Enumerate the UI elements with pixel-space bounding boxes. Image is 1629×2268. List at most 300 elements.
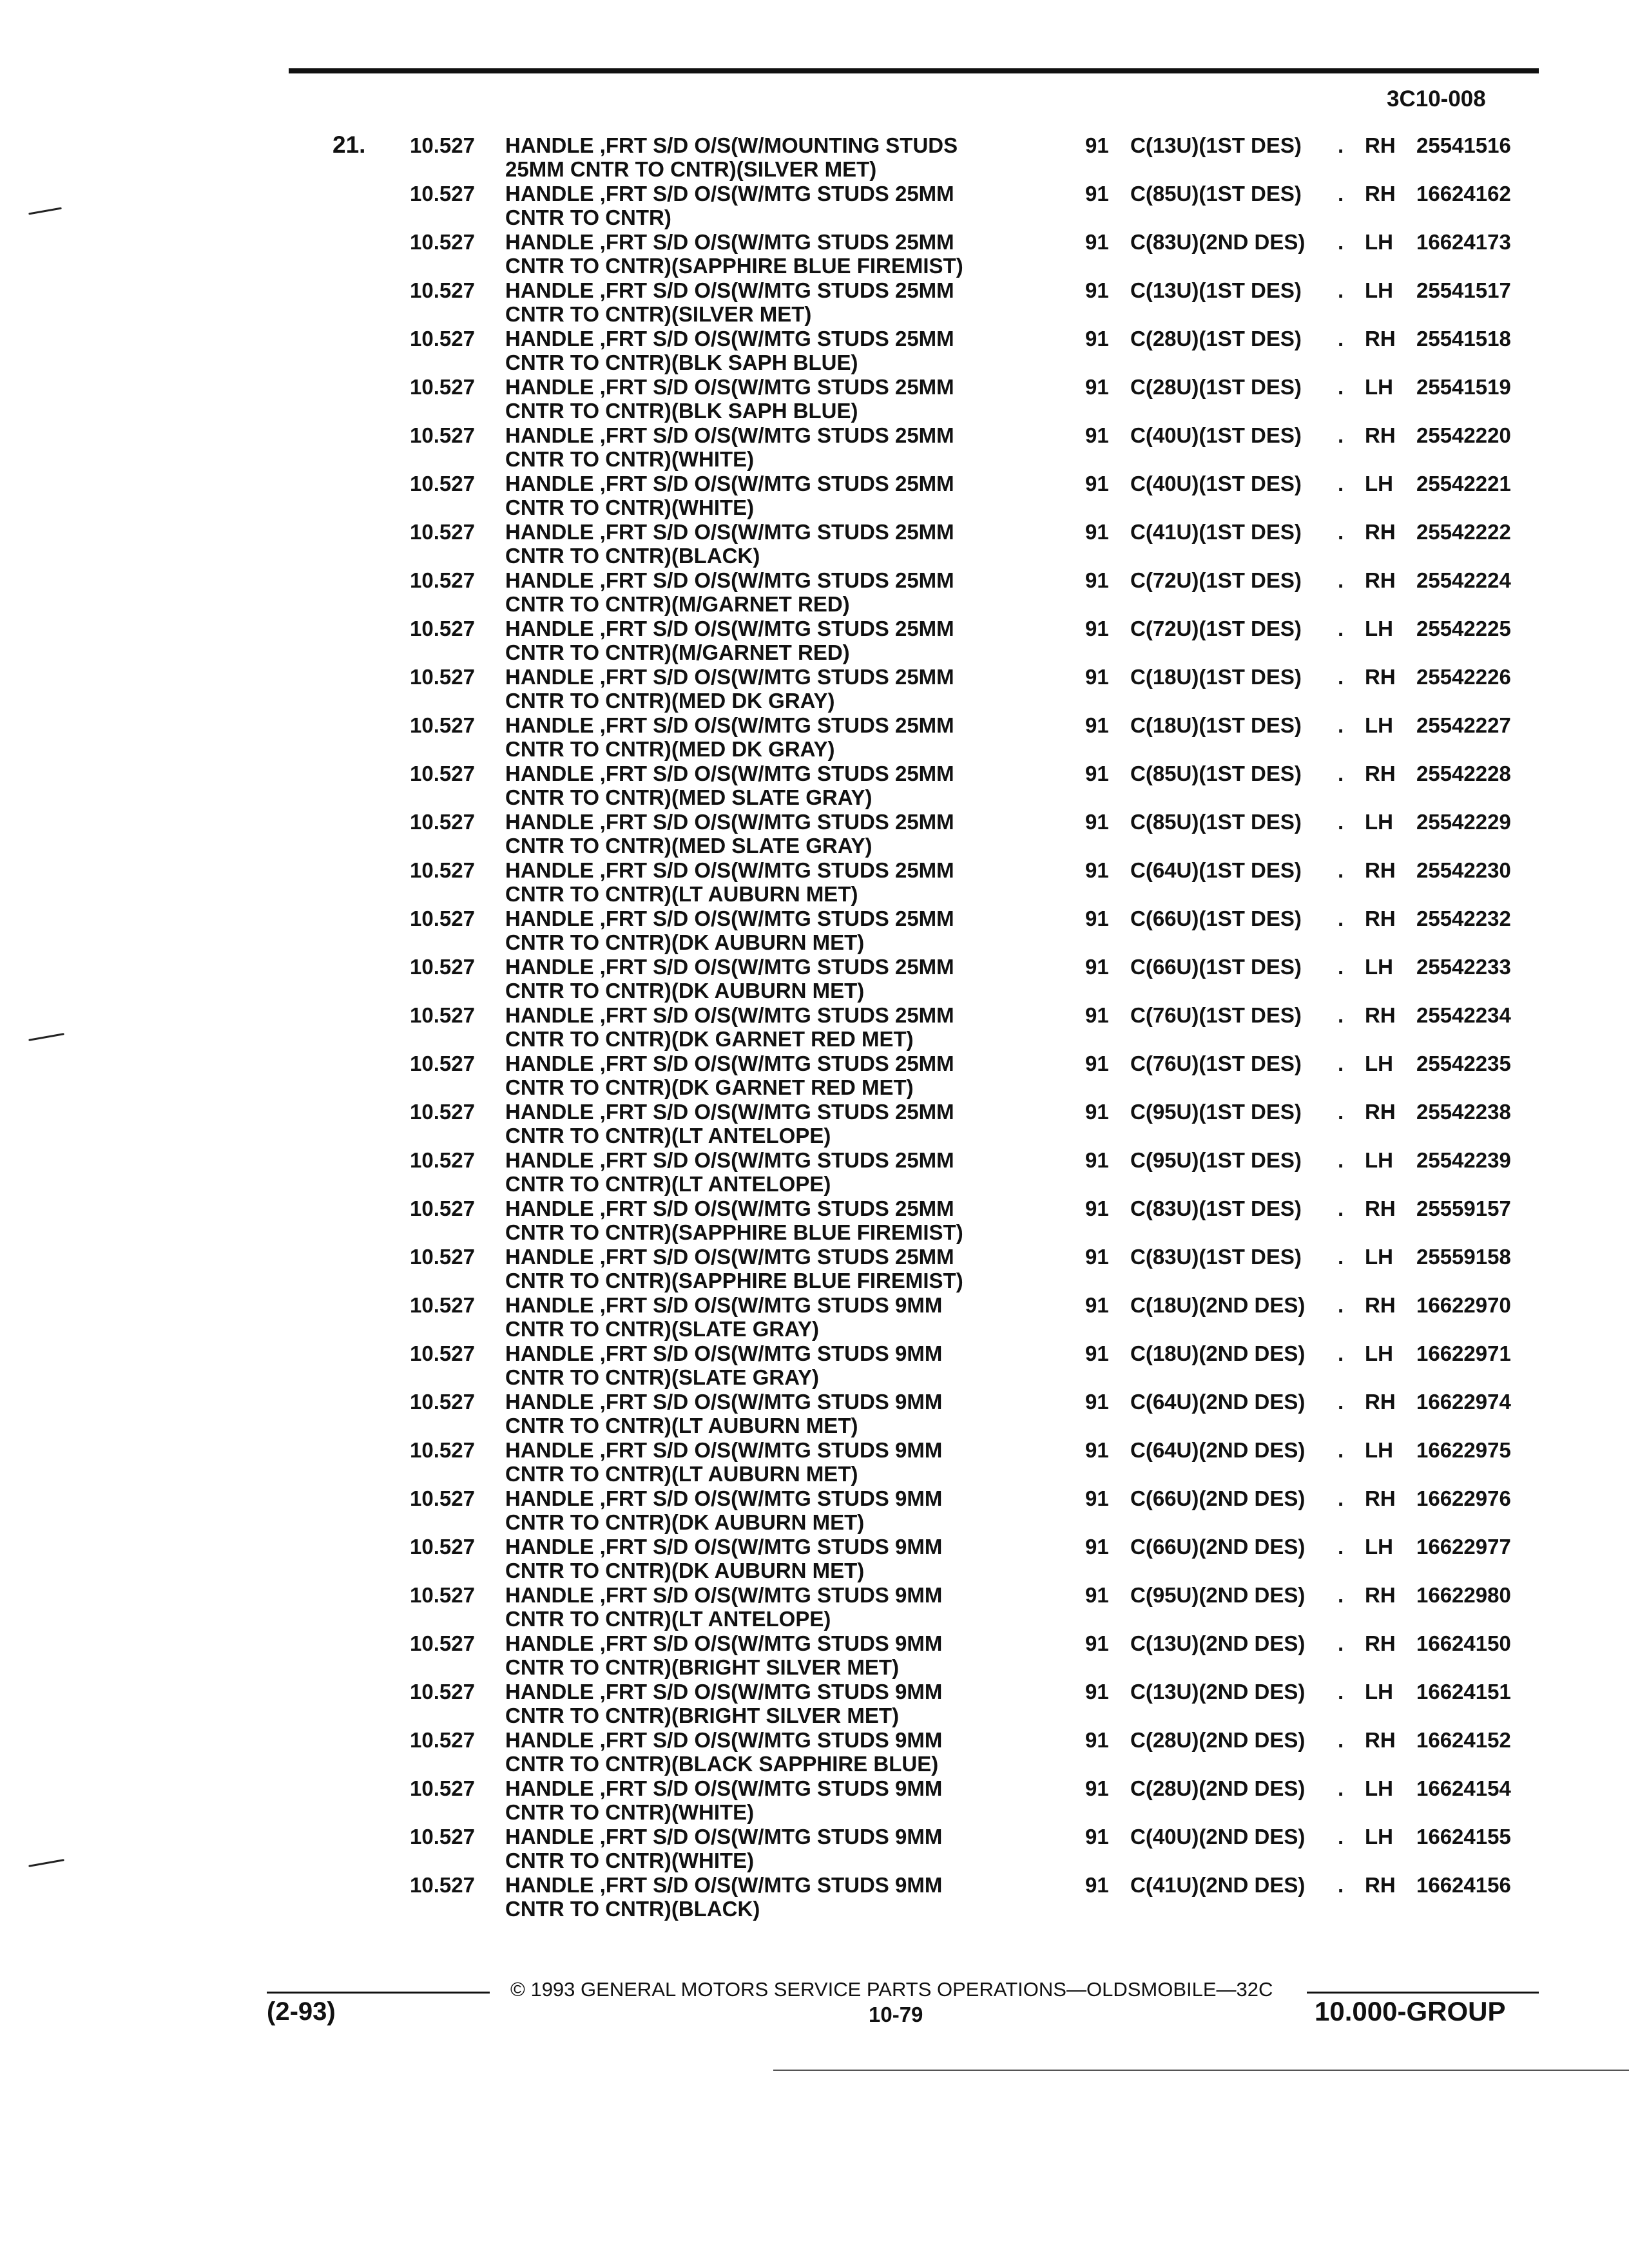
model-year: 91 bbox=[1085, 1293, 1109, 1317]
footer-group: 10.000-GROUP bbox=[1315, 1996, 1506, 2026]
model-year: 91 bbox=[1085, 810, 1109, 834]
side: LH bbox=[1365, 1438, 1393, 1462]
model-year: 91 bbox=[1085, 1631, 1109, 1655]
group-number: 10.527 bbox=[410, 375, 475, 399]
design-code: C(66U)(1ST DES) bbox=[1130, 955, 1302, 979]
part-row bbox=[0, 1728, 1629, 1776]
description-line-2: CNTR TO CNTR)(MED DK GRAY) bbox=[505, 737, 835, 761]
group-number: 10.527 bbox=[410, 713, 475, 737]
group-number: 10.527 bbox=[410, 665, 475, 689]
group-number: 10.527 bbox=[410, 1293, 475, 1317]
part-description bbox=[505, 1631, 942, 1679]
part-number: 25542233 bbox=[1416, 955, 1511, 979]
design-code: C(13U)(2ND DES) bbox=[1130, 1631, 1306, 1655]
part-row bbox=[0, 1196, 1629, 1245]
bottom-scan-line bbox=[773, 2070, 1629, 2071]
design-code: C(28U)(2ND DES) bbox=[1130, 1728, 1306, 1752]
part-row bbox=[0, 1245, 1629, 1293]
group-number: 10.527 bbox=[410, 1728, 475, 1752]
part-number: 16624151 bbox=[1416, 1680, 1511, 1704]
part-number: 16624155 bbox=[1416, 1825, 1511, 1849]
description-line-1: HANDLE ,FRT S/D O/S(W/MTG STUDS 9MM bbox=[505, 1728, 943, 1752]
group-number: 10.527 bbox=[410, 1100, 475, 1124]
part-description bbox=[505, 568, 954, 616]
part-description bbox=[505, 1438, 942, 1486]
description-line-2: CNTR TO CNTR)(BRIGHT SILVER MET) bbox=[505, 1655, 900, 1679]
design-code: C(41U)(2ND DES) bbox=[1130, 1873, 1306, 1897]
part-row bbox=[0, 472, 1629, 520]
description-line-2: CNTR TO CNTR)(LT AUBURN MET) bbox=[505, 1414, 858, 1437]
group-number: 10.527 bbox=[410, 1486, 475, 1510]
group-number: 10.527 bbox=[410, 1148, 475, 1172]
description-line-1: HANDLE ,FRT S/D O/S(W/MTG STUDS 25MM bbox=[505, 278, 954, 302]
group-number: 10.527 bbox=[410, 230, 475, 254]
part-number: 16622977 bbox=[1416, 1535, 1511, 1559]
design-code: C(18U)(2ND DES) bbox=[1130, 1293, 1306, 1317]
group-number: 10.527 bbox=[410, 1438, 475, 1462]
part-description bbox=[505, 230, 963, 278]
separator-dot: . bbox=[1338, 182, 1344, 206]
design-code: C(41U)(1ST DES) bbox=[1130, 520, 1302, 544]
side: LH bbox=[1365, 1148, 1393, 1172]
part-row bbox=[0, 1631, 1629, 1680]
side: LH bbox=[1365, 230, 1393, 254]
description-line-2: CNTR TO CNTR)(SAPPHIRE BLUE FIREMIST) bbox=[505, 254, 963, 278]
model-year: 91 bbox=[1085, 1486, 1109, 1510]
design-code: C(66U)(2ND DES) bbox=[1130, 1535, 1306, 1559]
part-number: 16624154 bbox=[1416, 1776, 1511, 1800]
part-description bbox=[505, 472, 954, 519]
model-year: 91 bbox=[1085, 1341, 1109, 1365]
part-number: 16622975 bbox=[1416, 1438, 1511, 1462]
part-row bbox=[0, 1486, 1629, 1535]
part-number: 25542230 bbox=[1416, 858, 1511, 882]
separator-dot: . bbox=[1338, 1583, 1344, 1607]
design-code: C(95U)(1ST DES) bbox=[1130, 1148, 1302, 1172]
description-line-2: CNTR TO CNTR)(MED DK GRAY) bbox=[505, 689, 835, 713]
side: RH bbox=[1365, 520, 1396, 544]
part-number: 16624156 bbox=[1416, 1873, 1511, 1897]
description-line-2: CNTR TO CNTR)(SAPPHIRE BLUE FIREMIST) bbox=[505, 1220, 963, 1244]
side: LH bbox=[1365, 955, 1393, 979]
separator-dot: . bbox=[1338, 278, 1344, 302]
side: RH bbox=[1365, 327, 1396, 351]
description-line-2: CNTR TO CNTR)(BLACK) bbox=[505, 1897, 760, 1921]
separator-dot: . bbox=[1338, 375, 1344, 399]
group-number: 10.527 bbox=[410, 1776, 475, 1800]
description-line-2: CNTR TO CNTR)(MED SLATE GRAY) bbox=[505, 834, 872, 858]
description-line-1: HANDLE ,FRT S/D O/S(W/MTG STUDS 25MM bbox=[505, 375, 954, 399]
part-number: 16624150 bbox=[1416, 1631, 1511, 1655]
part-row bbox=[0, 1390, 1629, 1438]
design-code: C(28U)(1ST DES) bbox=[1130, 375, 1302, 399]
separator-dot: . bbox=[1338, 1100, 1344, 1124]
model-year: 91 bbox=[1085, 1583, 1109, 1607]
description-line-1: HANDLE ,FRT S/D O/S(W/MTG STUDS 9MM bbox=[505, 1293, 943, 1317]
description-line-1: HANDLE ,FRT S/D O/S(W/MTG STUDS 25MM bbox=[505, 713, 954, 737]
part-row bbox=[0, 1341, 1629, 1390]
design-code: C(13U)(1ST DES) bbox=[1130, 278, 1302, 302]
description-line-1: HANDLE ,FRT S/D O/S(W/MTG STUDS 25MM bbox=[505, 907, 954, 930]
side: RH bbox=[1365, 762, 1396, 785]
separator-dot: . bbox=[1338, 1390, 1344, 1414]
design-code: C(40U)(2ND DES) bbox=[1130, 1825, 1306, 1849]
part-number: 25542227 bbox=[1416, 713, 1511, 737]
part-row bbox=[0, 1148, 1629, 1196]
part-number: 25542235 bbox=[1416, 1052, 1511, 1075]
part-number: 25541517 bbox=[1416, 278, 1511, 302]
description-line-1: HANDLE ,FRT S/D O/S(W/MTG STUDS 9MM bbox=[505, 1438, 943, 1462]
part-number: 25542234 bbox=[1416, 1003, 1511, 1027]
description-line-2: CNTR TO CNTR)(DK AUBURN MET) bbox=[505, 930, 865, 954]
separator-dot: . bbox=[1338, 520, 1344, 544]
part-row bbox=[0, 568, 1629, 617]
part-row bbox=[0, 858, 1629, 907]
part-number: 25542228 bbox=[1416, 762, 1511, 785]
description-line-2: CNTR TO CNTR)(DK AUBURN MET) bbox=[505, 1510, 865, 1534]
separator-dot: . bbox=[1338, 858, 1344, 882]
separator-dot: . bbox=[1338, 907, 1344, 930]
group-number: 10.527 bbox=[410, 1583, 475, 1607]
separator-dot: . bbox=[1338, 617, 1344, 640]
group-number: 10.527 bbox=[410, 520, 475, 544]
design-code: C(76U)(1ST DES) bbox=[1130, 1052, 1302, 1075]
side: RH bbox=[1365, 1631, 1396, 1655]
part-description bbox=[505, 1196, 963, 1244]
model-year: 91 bbox=[1085, 1003, 1109, 1027]
part-description bbox=[505, 1825, 942, 1872]
separator-dot: . bbox=[1338, 1196, 1344, 1220]
part-number: 25542220 bbox=[1416, 423, 1511, 447]
design-code: C(95U)(1ST DES) bbox=[1130, 1100, 1302, 1124]
group-number: 10.527 bbox=[410, 1341, 475, 1365]
part-description bbox=[505, 1003, 954, 1051]
model-year: 91 bbox=[1085, 423, 1109, 447]
part-number: 16624173 bbox=[1416, 230, 1511, 254]
description-line-2: CNTR TO CNTR)(SILVER MET) bbox=[505, 302, 812, 326]
group-number: 10.527 bbox=[410, 907, 475, 930]
description-line-1: HANDLE ,FRT S/D O/S(W/MTG STUDS 9MM bbox=[505, 1776, 943, 1800]
separator-dot: . bbox=[1338, 1486, 1344, 1510]
group-number: 10.527 bbox=[410, 1390, 475, 1414]
separator-dot: . bbox=[1338, 1728, 1344, 1752]
design-code: C(95U)(2ND DES) bbox=[1130, 1583, 1306, 1607]
side: RH bbox=[1365, 133, 1396, 157]
group-number: 10.527 bbox=[410, 810, 475, 834]
design-code: C(28U)(1ST DES) bbox=[1130, 327, 1302, 351]
group-number: 10.527 bbox=[410, 1680, 475, 1704]
model-year: 91 bbox=[1085, 1680, 1109, 1704]
design-code: C(13U)(2ND DES) bbox=[1130, 1680, 1306, 1704]
model-year: 91 bbox=[1085, 375, 1109, 399]
model-year: 91 bbox=[1085, 762, 1109, 785]
description-line-1: HANDLE ,FRT S/D O/S(W/MTG STUDS 9MM bbox=[505, 1873, 943, 1897]
separator-dot: . bbox=[1338, 327, 1344, 351]
description-line-2: CNTR TO CNTR)(LT ANTELOPE) bbox=[505, 1124, 831, 1148]
design-code: C(40U)(1ST DES) bbox=[1130, 423, 1302, 447]
description-line-1: HANDLE ,FRT S/D O/S(W/MTG STUDS 25MM bbox=[505, 762, 954, 785]
separator-dot: . bbox=[1338, 1825, 1344, 1849]
description-line-1: HANDLE ,FRT S/D O/S(W/MTG STUDS 9MM bbox=[505, 1486, 943, 1510]
description-line-2: CNTR TO CNTR)(DK AUBURN MET) bbox=[505, 1559, 865, 1582]
part-description bbox=[505, 1245, 963, 1293]
part-row bbox=[0, 1535, 1629, 1583]
description-line-2: CNTR TO CNTR)(M/GARNET RED) bbox=[505, 592, 850, 616]
group-number: 10.527 bbox=[410, 1535, 475, 1559]
description-line-1: HANDLE ,FRT S/D O/S(W/MTG STUDS 25MM bbox=[505, 858, 954, 882]
part-row bbox=[0, 907, 1629, 955]
description-line-2: CNTR TO CNTR)(BLACK SAPPHIRE BLUE) bbox=[505, 1752, 939, 1776]
side: LH bbox=[1365, 375, 1393, 399]
side: LH bbox=[1365, 1052, 1393, 1075]
description-line-1: HANDLE ,FRT S/D O/S(W/MTG STUDS 9MM bbox=[505, 1341, 943, 1365]
group-number: 10.527 bbox=[410, 1631, 475, 1655]
part-description bbox=[505, 1486, 942, 1534]
part-row bbox=[0, 762, 1629, 810]
separator-dot: . bbox=[1338, 1052, 1344, 1075]
design-code: C(83U)(2ND DES) bbox=[1130, 230, 1306, 254]
group-number: 10.527 bbox=[410, 762, 475, 785]
part-description bbox=[505, 1728, 942, 1776]
part-row bbox=[0, 327, 1629, 375]
design-code: C(40U)(1ST DES) bbox=[1130, 472, 1302, 495]
design-code: C(18U)(1ST DES) bbox=[1130, 713, 1302, 737]
group-number: 10.527 bbox=[410, 1052, 475, 1075]
design-code: C(66U)(2ND DES) bbox=[1130, 1486, 1306, 1510]
model-year: 91 bbox=[1085, 665, 1109, 689]
top-rule bbox=[289, 68, 1539, 73]
design-code: C(83U)(1ST DES) bbox=[1130, 1196, 1302, 1220]
part-number: 25542229 bbox=[1416, 810, 1511, 834]
part-number: 25559158 bbox=[1416, 1245, 1511, 1269]
footer-page-number: 10-79 bbox=[869, 2003, 923, 2026]
description-line-2: CNTR TO CNTR)(WHITE) bbox=[505, 447, 755, 471]
part-number: 16624162 bbox=[1416, 182, 1511, 206]
description-line-1: HANDLE ,FRT S/D O/S(W/MTG STUDS 25MM bbox=[505, 230, 954, 254]
part-description bbox=[505, 1148, 954, 1196]
part-row bbox=[0, 1825, 1629, 1873]
model-year: 91 bbox=[1085, 133, 1109, 157]
side: RH bbox=[1365, 423, 1396, 447]
part-description bbox=[505, 713, 954, 761]
model-year: 91 bbox=[1085, 230, 1109, 254]
side: LH bbox=[1365, 1535, 1393, 1559]
side: RH bbox=[1365, 858, 1396, 882]
separator-dot: . bbox=[1338, 1293, 1344, 1317]
description-line-1: HANDLE ,FRT S/D O/S(W/MTG STUDS 25MM bbox=[505, 1052, 954, 1075]
separator-dot: . bbox=[1338, 1631, 1344, 1655]
side: RH bbox=[1365, 1100, 1396, 1124]
part-number: 25542222 bbox=[1416, 520, 1511, 544]
part-number: 16622970 bbox=[1416, 1293, 1511, 1317]
model-year: 91 bbox=[1085, 907, 1109, 930]
description-line-2: CNTR TO CNTR)(DK GARNET RED MET) bbox=[505, 1027, 914, 1051]
part-description bbox=[505, 858, 954, 906]
part-row bbox=[0, 1003, 1629, 1052]
side: LH bbox=[1365, 1776, 1393, 1800]
part-description bbox=[505, 955, 954, 1003]
design-code: C(72U)(1ST DES) bbox=[1130, 617, 1302, 640]
description-line-2: CNTR TO CNTR)(WHITE) bbox=[505, 495, 755, 519]
group-number: 10.527 bbox=[410, 182, 475, 206]
part-description bbox=[505, 1873, 942, 1921]
description-line-2: CNTR TO CNTR)(WHITE) bbox=[505, 1849, 755, 1872]
side: RH bbox=[1365, 568, 1396, 592]
description-line-1: HANDLE ,FRT S/D O/S(W/MTG STUDS 25MM bbox=[505, 520, 954, 544]
separator-dot: . bbox=[1338, 1680, 1344, 1704]
model-year: 91 bbox=[1085, 1390, 1109, 1414]
part-row bbox=[0, 955, 1629, 1003]
model-year: 91 bbox=[1085, 858, 1109, 882]
separator-dot: . bbox=[1338, 1873, 1344, 1897]
description-line-2: CNTR TO CNTR)(SAPPHIRE BLUE FIREMIST) bbox=[505, 1269, 963, 1293]
page-id: 3C10-008 bbox=[1387, 86, 1486, 111]
group-number: 10.527 bbox=[410, 133, 475, 157]
part-number: 25542238 bbox=[1416, 1100, 1511, 1124]
part-number: 25542225 bbox=[1416, 617, 1511, 640]
part-row bbox=[0, 1873, 1629, 1921]
separator-dot: . bbox=[1338, 810, 1344, 834]
model-year: 91 bbox=[1085, 1776, 1109, 1800]
description-line-1: HANDLE ,FRT S/D O/S(W/MTG STUDS 25MM bbox=[505, 182, 954, 206]
part-description bbox=[505, 1535, 942, 1582]
description-line-2: CNTR TO CNTR)(LT ANTELOPE) bbox=[505, 1607, 831, 1631]
part-description bbox=[505, 1776, 942, 1824]
description-line-2: CNTR TO CNTR)(DK GARNET RED MET) bbox=[505, 1075, 914, 1099]
part-description bbox=[505, 1293, 942, 1341]
footer-date-code: (2-93) bbox=[267, 1997, 336, 2026]
description-line-2: CNTR TO CNTR)(LT AUBURN MET) bbox=[505, 1462, 858, 1486]
part-row bbox=[0, 133, 1629, 182]
description-line-1: HANDLE ,FRT S/D O/S(W/MTG STUDS 25MM bbox=[505, 472, 954, 495]
description-line-2: CNTR TO CNTR)(BLACK) bbox=[505, 544, 760, 568]
description-line-2: CNTR TO CNTR)(LT ANTELOPE) bbox=[505, 1172, 831, 1196]
separator-dot: . bbox=[1338, 713, 1344, 737]
design-code: C(64U)(2ND DES) bbox=[1130, 1438, 1306, 1462]
side: RH bbox=[1365, 1486, 1396, 1510]
description-line-2: CNTR TO CNTR)(M/GARNET RED) bbox=[505, 640, 850, 664]
group-number: 10.527 bbox=[410, 327, 475, 351]
part-description bbox=[505, 423, 954, 471]
part-row bbox=[0, 1583, 1629, 1631]
description-line-2: CNTR TO CNTR)(BLK SAPH BLUE) bbox=[505, 399, 858, 423]
description-line-1: HANDLE ,FRT S/D O/S(W/MTG STUDS 25MM bbox=[505, 1003, 954, 1027]
model-year: 91 bbox=[1085, 472, 1109, 495]
parts-list bbox=[0, 133, 1629, 1921]
separator-dot: . bbox=[1338, 1245, 1344, 1269]
group-number: 10.527 bbox=[410, 1196, 475, 1220]
part-description bbox=[505, 665, 954, 713]
description-line-1: HANDLE ,FRT S/D O/S(W/MTG STUDS 25MM bbox=[505, 810, 954, 834]
separator-dot: . bbox=[1338, 1535, 1344, 1559]
group-number: 10.527 bbox=[410, 568, 475, 592]
description-line-1: HANDLE ,FRT S/D O/S(W/MOUNTING STUDS bbox=[505, 133, 958, 157]
part-number: 25542226 bbox=[1416, 665, 1511, 689]
side: LH bbox=[1365, 278, 1393, 302]
side: RH bbox=[1365, 1003, 1396, 1027]
design-code: C(64U)(2ND DES) bbox=[1130, 1390, 1306, 1414]
part-number: 25542239 bbox=[1416, 1148, 1511, 1172]
description-line-1: HANDLE ,FRT S/D O/S(W/MTG STUDS 25MM bbox=[505, 1100, 954, 1124]
part-number: 25559157 bbox=[1416, 1196, 1511, 1220]
description-line-1: HANDLE ,FRT S/D O/S(W/MTG STUDS 9MM bbox=[505, 1535, 943, 1559]
description-line-1: HANDLE ,FRT S/D O/S(W/MTG STUDS 9MM bbox=[505, 1631, 943, 1655]
part-row bbox=[0, 375, 1629, 423]
part-number: 16622980 bbox=[1416, 1583, 1511, 1607]
part-description bbox=[505, 1680, 942, 1727]
design-code: C(66U)(1ST DES) bbox=[1130, 907, 1302, 930]
part-number: 16622971 bbox=[1416, 1341, 1511, 1365]
description-line-1: HANDLE ,FRT S/D O/S(W/MTG STUDS 25MM bbox=[505, 423, 954, 447]
part-row bbox=[0, 423, 1629, 472]
side: RH bbox=[1365, 1873, 1396, 1897]
separator-dot: . bbox=[1338, 1148, 1344, 1172]
group-number: 10.527 bbox=[410, 955, 475, 979]
separator-dot: . bbox=[1338, 665, 1344, 689]
model-year: 91 bbox=[1085, 520, 1109, 544]
description-line-1: HANDLE ,FRT S/D O/S(W/MTG STUDS 9MM bbox=[505, 1680, 943, 1704]
side: RH bbox=[1365, 907, 1396, 930]
description-line-1: HANDLE ,FRT S/D O/S(W/MTG STUDS 25MM bbox=[505, 327, 954, 351]
group-number: 10.527 bbox=[410, 1825, 475, 1849]
description-line-1: HANDLE ,FRT S/D O/S(W/MTG STUDS 25MM bbox=[505, 568, 954, 592]
part-description bbox=[505, 617, 954, 664]
side: LH bbox=[1365, 472, 1393, 495]
description-line-1: HANDLE ,FRT S/D O/S(W/MTG STUDS 25MM bbox=[505, 1245, 954, 1269]
side: LH bbox=[1365, 1245, 1393, 1269]
part-number: 16622976 bbox=[1416, 1486, 1511, 1510]
model-year: 91 bbox=[1085, 1728, 1109, 1752]
separator-dot: . bbox=[1338, 1438, 1344, 1462]
part-row bbox=[0, 617, 1629, 665]
design-code: C(76U)(1ST DES) bbox=[1130, 1003, 1302, 1027]
model-year: 91 bbox=[1085, 1196, 1109, 1220]
model-year: 91 bbox=[1085, 1535, 1109, 1559]
part-description bbox=[505, 520, 954, 568]
part-number: 25542221 bbox=[1416, 472, 1511, 495]
part-description bbox=[505, 762, 954, 809]
model-year: 91 bbox=[1085, 1438, 1109, 1462]
part-number: 16624152 bbox=[1416, 1728, 1511, 1752]
model-year: 91 bbox=[1085, 327, 1109, 351]
side: LH bbox=[1365, 617, 1393, 640]
design-code: C(18U)(2ND DES) bbox=[1130, 1341, 1306, 1365]
group-number: 10.527 bbox=[410, 1873, 475, 1897]
separator-dot: . bbox=[1338, 423, 1344, 447]
design-code: C(85U)(1ST DES) bbox=[1130, 762, 1302, 785]
group-number: 10.527 bbox=[410, 472, 475, 495]
model-year: 91 bbox=[1085, 617, 1109, 640]
part-row bbox=[0, 278, 1629, 327]
part-description bbox=[505, 327, 954, 374]
part-number: 25541519 bbox=[1416, 375, 1511, 399]
group-number: 10.527 bbox=[410, 423, 475, 447]
group-number: 10.527 bbox=[410, 278, 475, 302]
separator-dot: . bbox=[1338, 568, 1344, 592]
group-number: 10.527 bbox=[410, 1245, 475, 1269]
part-number: 25541518 bbox=[1416, 327, 1511, 351]
description-line-2: CNTR TO CNTR) bbox=[505, 206, 671, 229]
description-line-1: HANDLE ,FRT S/D O/S(W/MTG STUDS 25MM bbox=[505, 617, 954, 640]
part-row bbox=[0, 810, 1629, 858]
model-year: 91 bbox=[1085, 1100, 1109, 1124]
side: LH bbox=[1365, 1341, 1393, 1365]
description-line-1: HANDLE ,FRT S/D O/S(W/MTG STUDS 25MM bbox=[505, 1148, 954, 1172]
design-code: C(13U)(1ST DES) bbox=[1130, 133, 1302, 157]
part-row bbox=[0, 1776, 1629, 1825]
part-row bbox=[0, 1438, 1629, 1486]
part-number: 25542224 bbox=[1416, 568, 1511, 592]
